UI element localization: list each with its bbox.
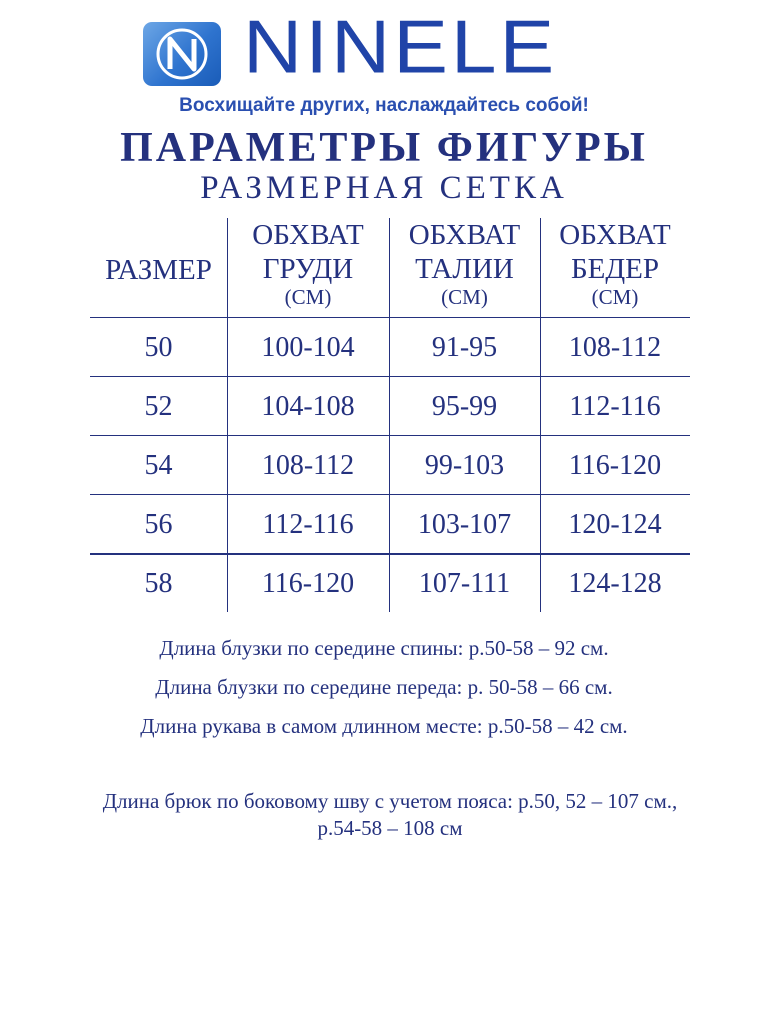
cell-hips: 116-120 xyxy=(568,450,662,481)
measurement-notes xyxy=(0,634,768,751)
cell-waist: 95-99 xyxy=(431,391,498,422)
header-chest xyxy=(227,218,389,308)
header-waist-unit: (СМ) xyxy=(441,285,488,309)
cell-size: 56 xyxy=(144,509,173,540)
cell-hips: 120-124 xyxy=(568,509,662,540)
cell-chest: 116-120 xyxy=(261,568,355,599)
cell-waist: 91-95 xyxy=(431,332,498,363)
size-table xyxy=(90,218,690,612)
header-hips-line1: ОБХВАТ xyxy=(559,219,671,251)
cell-waist: 99-103 xyxy=(424,450,505,481)
header-chest-line1: ОБХВАТ xyxy=(252,219,364,251)
header-hips xyxy=(540,218,690,308)
brand-logo xyxy=(0,0,768,124)
cell-size: 58 xyxy=(144,568,173,599)
cell-waist: 107-111 xyxy=(418,568,511,599)
note-sleeve-length: Длина рукава в самом длинном месте: р.50-58 – 42 см. xyxy=(140,714,628,738)
header-waist-line2: ТАЛИИ xyxy=(415,253,514,285)
header-chest-line2: ГРУДИ xyxy=(262,253,354,285)
note-front-length: Длина блузки по середине переда: р. 50-58 – 66 см. xyxy=(155,675,613,699)
cell-size: 50 xyxy=(144,332,173,363)
cell-chest: 100-104 xyxy=(261,332,355,363)
cell-hips: 108-112 xyxy=(568,332,662,363)
cell-hips: 124-128 xyxy=(568,568,662,599)
note-trousers-length: Длина брюк по боковому шву с учетом пояса: р.50, 52 – 107 см., р.54-58 – 108 см xyxy=(102,789,678,840)
note-back-length: Длина блузки по середине спины: р.50-58 – 92 см. xyxy=(159,636,609,660)
cell-chest: 108-112 xyxy=(261,450,355,481)
ninele-badge-icon xyxy=(143,22,221,86)
cell-chest: 104-108 xyxy=(261,391,355,422)
header-waist xyxy=(389,218,540,308)
header-hips-line2: БЕДЕР xyxy=(571,253,659,285)
cell-size: 52 xyxy=(144,391,173,422)
cell-size: 54 xyxy=(144,450,173,481)
header-hips-unit: (СМ) xyxy=(591,285,639,309)
cell-waist: 103-107 xyxy=(417,509,512,540)
header-waist-line1: ОБХВАТ xyxy=(408,219,521,251)
brand-name: NINELE xyxy=(243,5,558,90)
cell-hips: 112-116 xyxy=(569,391,661,422)
page-title: ПАРАМЕТРЫ ФИГУРЫ xyxy=(120,125,648,171)
brand-slogan: Восхищайте других, наслаждайтесь собой! xyxy=(179,95,589,116)
page-subtitle: РАЗМЕРНАЯ СЕТКА xyxy=(200,170,568,206)
cell-chest: 112-116 xyxy=(262,509,354,540)
header-size: РАЗМЕР xyxy=(105,254,212,286)
header-chest-unit: (СМ) xyxy=(284,285,332,309)
